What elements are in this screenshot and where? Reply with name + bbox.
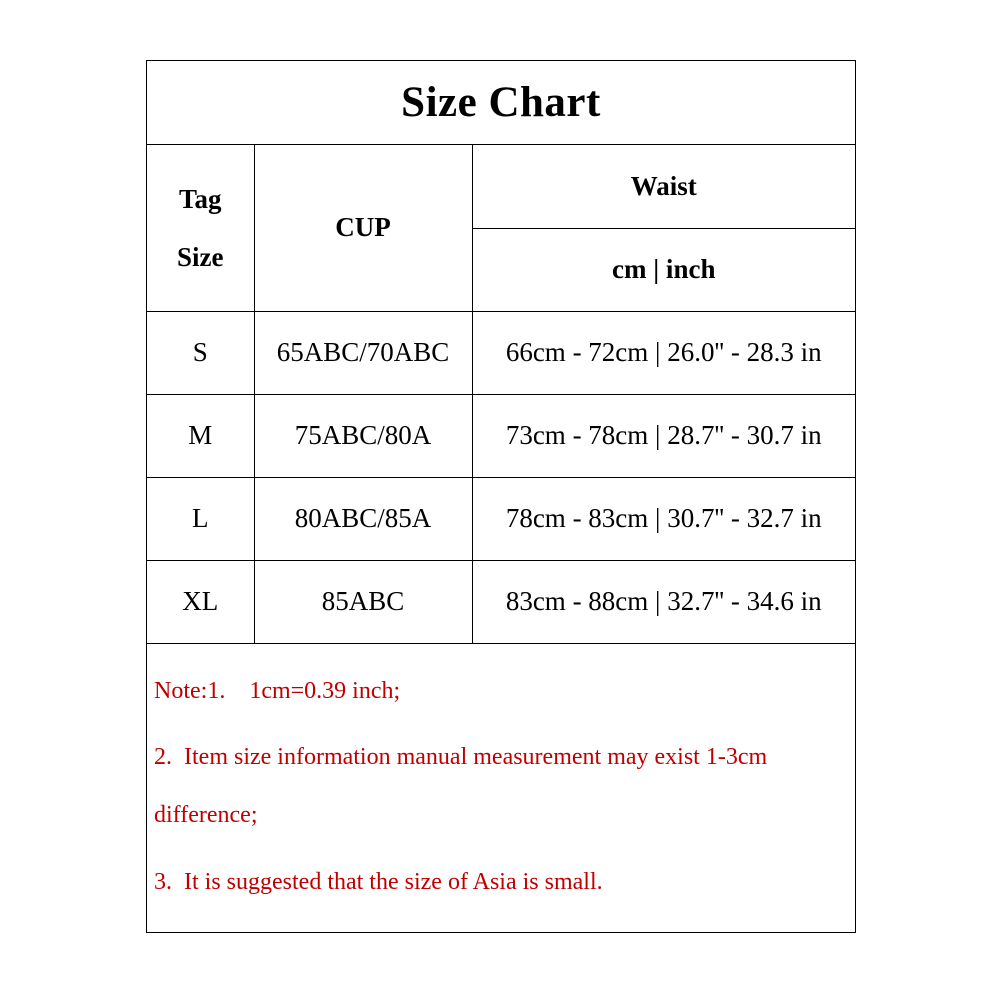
waist-header: Waist [472,145,855,228]
note-line-4: 3. It is suggested that the size of Asia is small. [154,869,603,895]
size-chart [146,60,856,933]
table-row [147,560,855,643]
table-row [147,311,855,394]
note-line-3: difference; [154,802,258,828]
size-table [147,145,855,644]
cup-cell: 65ABC/70ABC [254,311,472,394]
table-row [147,477,855,560]
size-cell: M [147,394,254,477]
chart-title: Size Chart [147,61,855,145]
size-cell: XL [147,560,254,643]
size-cell: L [147,477,254,560]
tag-size-header [147,145,254,311]
cup-cell: 80ABC/85A [254,477,472,560]
waist-cell: 83cm - 88cm | 32.7'' - 34.6 in [472,560,855,643]
waist-cell: 66cm - 72cm | 26.0'' - 28.3 in [472,311,855,394]
note-line-2: 2. Item size information manual measurement may exist 1-3cm [154,744,768,770]
waist-cell: 73cm - 78cm | 28.7'' - 30.7 in [472,394,855,477]
waist-units-header: cm | inch [472,228,855,311]
waist-cell: 78cm - 83cm | 30.7'' - 32.7 in [472,477,855,560]
tag-size-header-line2: Size [177,241,224,272]
cup-cell: 75ABC/80A [254,394,472,477]
header-row [147,145,855,228]
table-row [147,394,855,477]
note-line-1: Note:1. 1cm=0.39 inch; [154,678,401,704]
tag-size-header-line1: Tag [178,183,222,214]
size-cell: S [147,311,254,394]
cup-header: CUP [254,145,472,311]
cup-cell: 85ABC [254,560,472,643]
